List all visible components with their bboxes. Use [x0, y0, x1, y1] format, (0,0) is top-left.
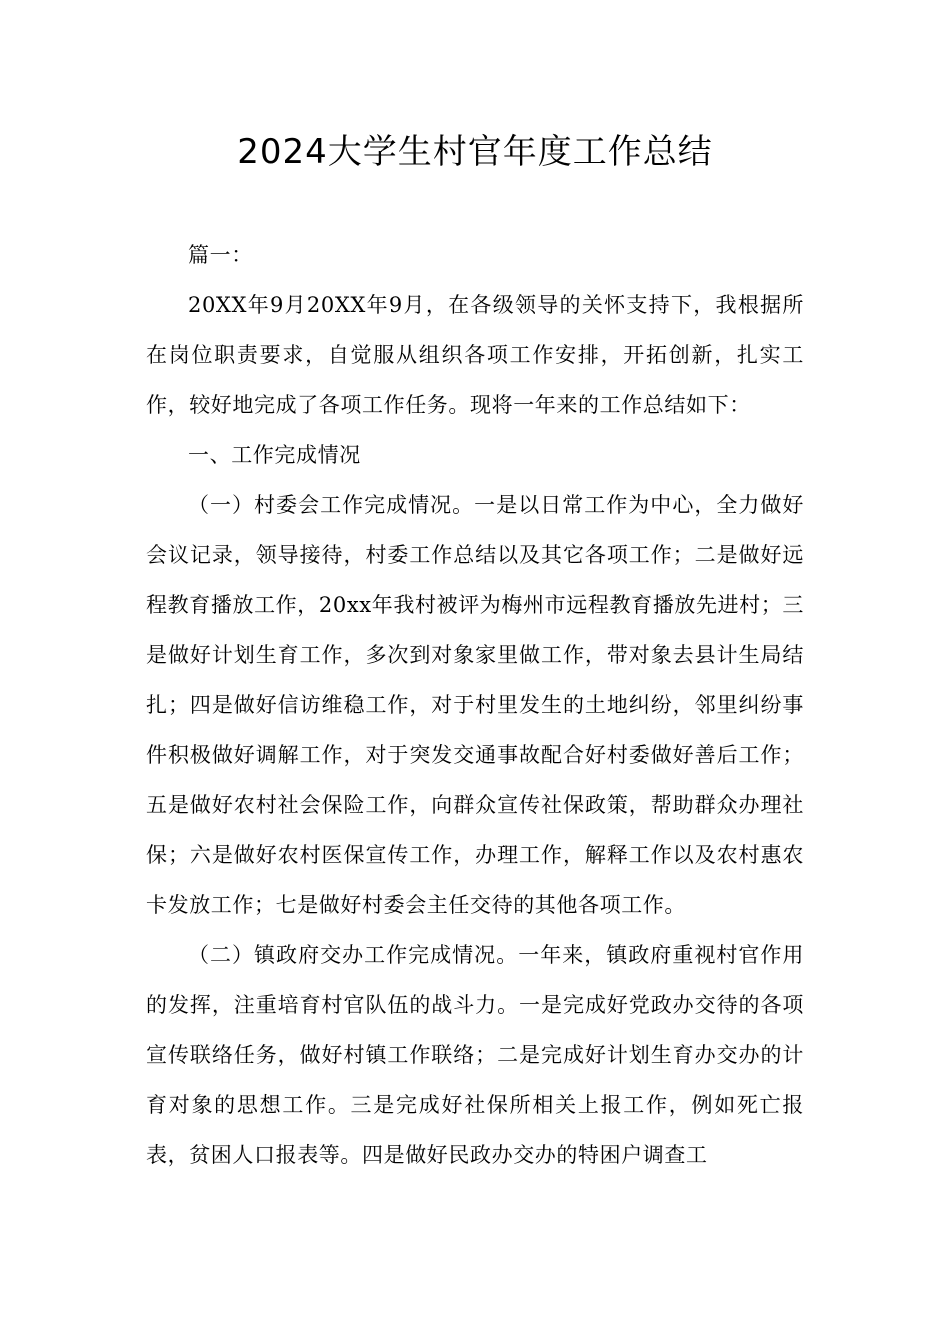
- document-body: [146, 230, 804, 1180]
- paragraph-section-label: 篇一：: [188, 243, 253, 267]
- heading-work-completion: 一、工作完成情况: [188, 443, 361, 467]
- paragraph-village-committee: （一）村委会工作完成情况。一是以日常工作为中心，全力做好会议记录，领导接待，村委工作总结以及其它各项工作；二是做好远程教育播放工作，20xx年我村被评为梅州市远程教育播放先进村；三是做好计划生育工作，多次到对象家里做工作，带对象去县计生局结扎；四是做好信访维稳工作，对于村里发生的土地纠纷，邻里纠纷事件积极做好调解工作，对于突发交通事故配合好村委做好善后工作；五是做好农村社会保险工作，向群众宣传社保政策，帮助群众办理社保；六是做好农村医保宣传工作，办理工作，解释工作以及农村惠农卡发放工作；七是做好村委会主任交待的其他各项工作。: [146, 493, 804, 917]
- document-title: 2024大学生村官年度工作总结: [237, 132, 713, 172]
- paragraph-town-government: （二）镇政府交办工作完成情况。一年来，镇政府重视村官作用的发挥，注重培育村官队伍的战斗力。一是完成好党政办交待的各项宣传联络任务，做好村镇工作联络；二是完成好计划生育办交办的计育对象的思想工作。三是完成好社保所相关上报工作，例如死亡报表，贫困人口报表等。四是做好民政办交办的特困户调查工: [146, 943, 804, 1167]
- paragraph-intro: 20XX年9月20XX年9月，在各级领导的关怀支持下，我根据所在岗位职责要求，自觉服从组织各项工作安排，开拓创新，扎实工作，较好地完成了各项工作任务。现将一年来的工作总结如下：: [146, 293, 804, 417]
